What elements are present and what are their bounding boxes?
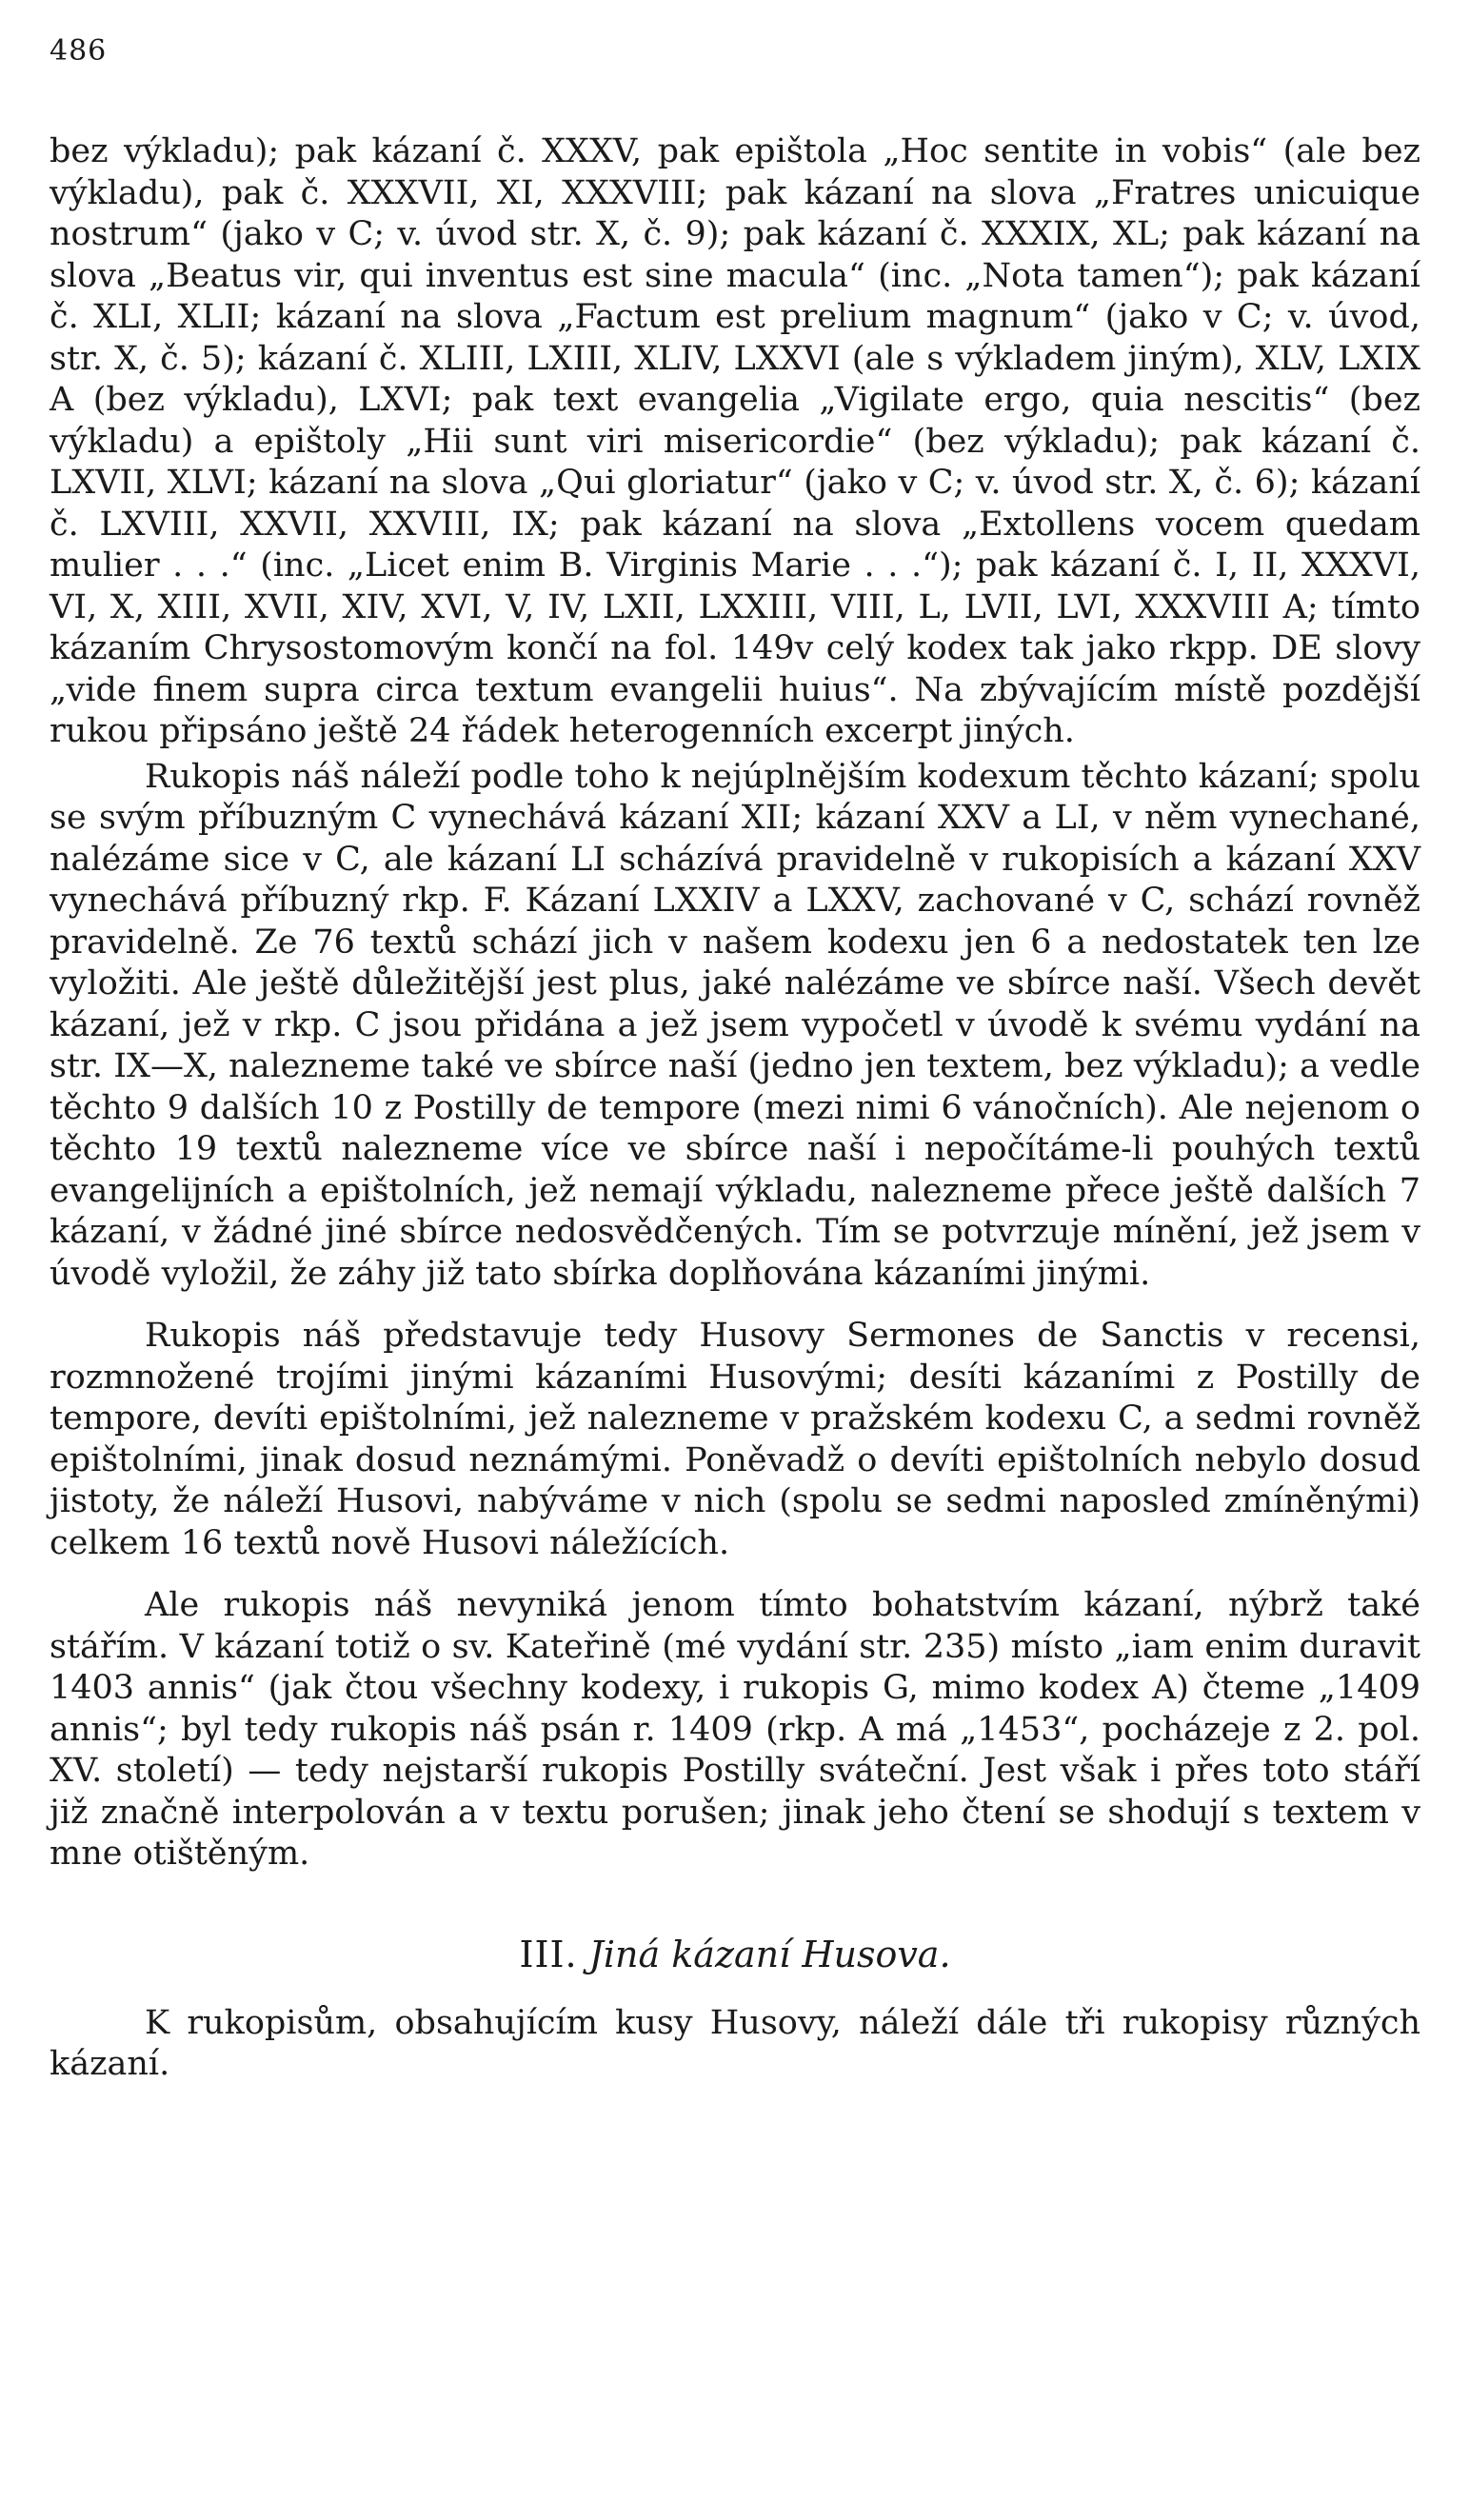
- paragraph-1: bez výkladu); pak kázaní č. XXXV, pak epištola „Hoc sentite in vobis“ (ale bez výkladu), pak č. XXXVII, XI, XXXVIII; pak kázaní na slova „Fratres unicuique nostrum“ (jako v C; v. úvod str. X, č. 9); pak kázaní č. XXXIX, XL; pak kázaní na slova „Beatus vir, qui inventus est sine macula“ (inc. „Nota tamen“); pak kázaní č. XLI, XLII; kázaní na slova „Factum est prelium magnum“ (jako v C; v. úvod, str. X, č. 5); kázaní č. XLIII, LXIII, XLIV, LXXVI (ale s výkladem jiným), XLV, LXIX A (bez výkladu), LXVI; pak text evangelia „Vigilate ergo, quia nescitis“ (bez výkladu) a epištoly „Hii sunt viri misericordie“ (bez výkladu); pak kázaní č. LXVII, XLVI; kázaní na slova „Qui gloriatur“ (jako v C; v. úvod str. X, č. 6); kázaní č. LXVIII, XXVII, XXVIII, IX; pak kázaní na slova „Extollens vocem quedam mulier . . .“ (inc. „Licet enim B. Virginis Marie . . .“); pak kázaní č. I, II, XXXVI, VI, X, XIII, XVII, XIV, XVI, V, IV, LXII, LXXIII, VIII, L, LVII, LVI, XXXVIII A; tímto kázaním Chrysostomovým končí na fol. 149v celý kodex tak jako rkpp. DE slovy „vide finem supra circa textum evangelii huius“. Na zbývajícím místě pozdější rukou připsáno ještě 24 řádek heterogenních excerpt jiných.: [50, 132, 1420, 750]
- page-number: 486: [50, 34, 108, 68]
- paragraph-4: Ale rukopis náš nevyniká jenom tímto bohatstvím kázaní, nýbrž také stářím. V kázaní totiž o sv. Kateřině (mé vydání str. 235) místo „iam enim duravit 1403 annis“ (jak čtou všechny kodexy, i rukopis G, mimo kodex A) čteme „1409 annis“; byl tedy rukopis náš psán r. 1409 (rkp. A má „1453“, pocházeje z 2. pol. XV. století) — tedy nejstarší rukopis Postilly sváteční. Jest však i přes toto stáří již značně interpolován a v textu porušen; jinak jeho čtení se shodují s textem v mne otištěným.: [50, 1586, 1420, 1873]
- text-column: [50, 131, 1420, 2086]
- section-number: III.: [519, 1933, 578, 1975]
- paragraph-3: Rukopis náš představuje tedy Husovy Sermones de Sanctis v recensi, rozmnožené trojími jinými kázaními Husovými; desíti kázaními z Postilly de tempore, devíti epištolními, jež nalezneme v pražském kodexu C, a sedmi rovněž epištolními, jinak dosud neznámými. Poněvadž o devíti epištolních nebylo dosud jistoty, že náleží Husovi, nabýváme v nich (spolu se sedmi naposled zmíněnými) celkem 16 textů nově Husovi náležících.: [50, 1317, 1420, 1562]
- section-title: Jiná kázaní Husova.: [588, 1933, 951, 1975]
- paragraph-2: Rukopis náš náleží podle toho k nejúplnějším kodexum těchto kázaní; spolu se svým příbuzným C vynechává kázaní XII; kázaní XXV a LI, v něm vynechané, nalézáme sice v C, ale kázaní LI scházívá pravidelně v rukopisích a kázaní XXV vynechává příbuzný rkp. F. Kázaní LXXIV a LXXV, zachované v C, schází rovněž pravidelně. Ze 76 textů schází jich v našem kodexu jen 6 a nedostatek ten lze vyložiti. Ale ještě důležitější jest plus, jaké nalézáme ve sbírce naší. Všech devět kázaní, jež v rkp. C jsou přidána a jež jsem vypočetl v úvodě k svému vydání na str. IX—X, nalezneme také ve sbírce naší (jedno jen textem, bez výkladu); a vedle těchto 9 dalších 10 z Postilly de tempore (mezi nimi 6 vánočních). Ale nejenom o těchto 19 textů naleznemе více ve sbírce naší i nepočítáme-li pouhých textů evangelijních a epištolních, jež nemají výkladu, nalezneme přece ještě dalších 7 kázaní, v žádné jiné sbírce nedosvědčených. Tím se potvrzuje mínění, jež jsem v úvodě vyložil, že záhy již tato sbírka doplňována kázaními jinými.: [50, 757, 1420, 1293]
- paragraph-5: K rukopisům, obsahujícím kusy Husovy, náleží dále tři rukopisy různých kázaní.: [50, 2003, 1420, 2083]
- section-heading: [50, 1933, 1420, 1976]
